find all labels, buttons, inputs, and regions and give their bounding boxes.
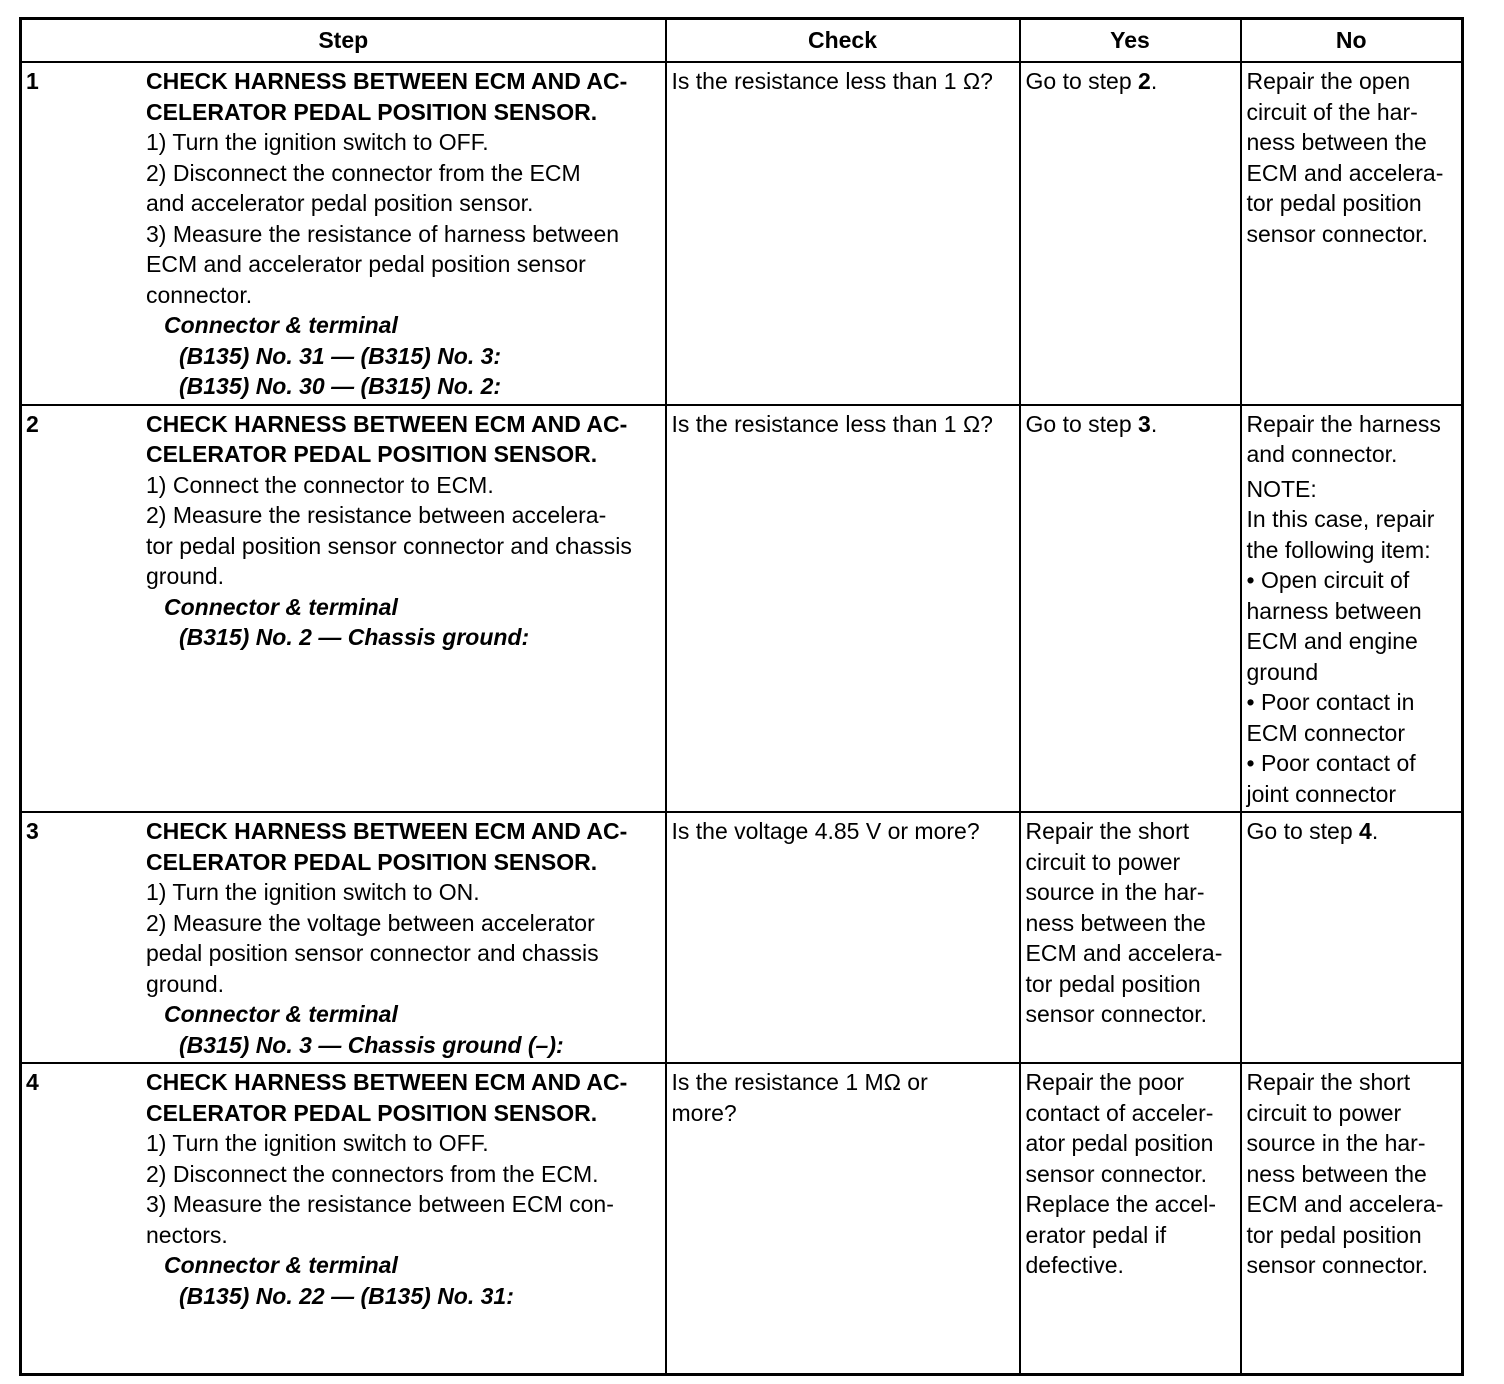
no-text: joint connector bbox=[1246, 780, 1397, 807]
connector-terminal-item: (B315) No. 2 — Chassis ground: bbox=[179, 624, 530, 650]
yes-text: circuit to power bbox=[1025, 848, 1181, 875]
check-text: more? bbox=[671, 1099, 737, 1126]
step-instruction: 2) Measure the voltage between accelerator bbox=[146, 909, 595, 936]
no-text: tor pedal position bbox=[1246, 190, 1422, 216]
yes-suffix: . bbox=[1150, 68, 1158, 94]
connector-terminal-label: Connector & terminal bbox=[164, 593, 398, 620]
step-instruction: ground. bbox=[146, 563, 225, 589]
check-text: Is the resistance less than 1 Ω? bbox=[671, 68, 993, 94]
connector-terminal-item: (B135) No. 30 — (B315) No. 2: bbox=[179, 373, 502, 399]
no-text: the following item: bbox=[1246, 536, 1431, 563]
yes-cell bbox=[1020, 812, 1241, 1063]
step-instruction: 1) Turn the ignition switch to ON. bbox=[146, 879, 480, 905]
no-bullet-item: • Open circuit of bbox=[1246, 567, 1410, 593]
connector-terminal-label: Connector & terminal bbox=[164, 1001, 398, 1027]
step-heading-line: CHECK HARNESS BETWEEN ECM AND AC- bbox=[146, 818, 628, 844]
yes-text: Repair the poor bbox=[1025, 1069, 1185, 1095]
header-step: Step bbox=[21, 19, 666, 63]
no-text: ground bbox=[1246, 658, 1319, 685]
step-cell bbox=[21, 812, 666, 1063]
yes-prefix: Go to step bbox=[1025, 68, 1139, 94]
no-bullet-item: • Poor contact in bbox=[1246, 689, 1415, 715]
step-number: 3 bbox=[26, 818, 39, 844]
yes-text: Replace the accel- bbox=[1025, 1191, 1216, 1217]
step-cell bbox=[21, 62, 666, 405]
no-cell bbox=[1241, 405, 1463, 813]
no-text: and connector. bbox=[1246, 441, 1398, 467]
yes-cell bbox=[1020, 1063, 1241, 1374]
check-text: Is the voltage 4.85 V or more? bbox=[671, 818, 980, 844]
yes-text: contact of acceler- bbox=[1025, 1099, 1214, 1126]
diagnostic-table bbox=[19, 17, 1464, 1376]
step-instruction: 1) Turn the ignition switch to OFF. bbox=[146, 129, 489, 155]
yes-cell bbox=[1020, 405, 1241, 813]
no-text: harness between bbox=[1246, 597, 1422, 624]
step-heading-line: CELERATOR PEDAL POSITION SENSOR. bbox=[146, 1099, 598, 1126]
yes-text: ness between the bbox=[1025, 909, 1206, 936]
no-text: Repair the short bbox=[1246, 1069, 1411, 1095]
no-text: Repair the harness bbox=[1246, 410, 1441, 437]
note-label: NOTE: bbox=[1246, 475, 1317, 502]
step-number: 2 bbox=[26, 410, 39, 437]
step-heading-line: CHECK HARNESS BETWEEN ECM AND AC- bbox=[146, 1069, 628, 1095]
step-instruction: 2) Disconnect the connector from the ECM bbox=[146, 159, 581, 186]
no-text: In this case, repair bbox=[1246, 506, 1435, 532]
step-cell bbox=[21, 405, 666, 813]
no-text bbox=[1247, 816, 1457, 847]
step-heading-line: CELERATOR PEDAL POSITION SENSOR. bbox=[146, 98, 598, 125]
check-cell bbox=[666, 62, 1020, 405]
no-text: source in the har- bbox=[1246, 1130, 1426, 1156]
no-text: ness between the bbox=[1246, 129, 1427, 155]
no-cell bbox=[1241, 812, 1463, 1063]
yes-text bbox=[1026, 409, 1235, 440]
step-instruction: ECM and accelerator pedal position sensor bbox=[146, 251, 586, 277]
step-instruction: 2) Measure the resistance between accelera- bbox=[146, 502, 607, 528]
no-text: circuit of the har- bbox=[1246, 98, 1418, 125]
step-instruction: 2) Disconnect the connectors from the ECM. bbox=[146, 1160, 599, 1187]
check-text: Is the resistance 1 MΩ or bbox=[671, 1069, 928, 1095]
no-suffix: . bbox=[1371, 818, 1379, 844]
step-instruction: 1) Connect the connector to ECM. bbox=[146, 471, 494, 498]
step-heading-line: CHECK HARNESS BETWEEN ECM AND AC- bbox=[146, 410, 628, 437]
step-instruction: 3) Measure the resistance of harness between bbox=[146, 220, 620, 247]
yes-step-ref: 2 bbox=[1138, 68, 1151, 94]
no-text: ness between the bbox=[1246, 1160, 1427, 1187]
yes-prefix: Go to step bbox=[1025, 410, 1139, 437]
step-instruction: 3) Measure the resistance between ECM con- bbox=[146, 1191, 614, 1217]
table-row bbox=[21, 405, 1463, 813]
header-no: No bbox=[1241, 19, 1463, 63]
check-cell bbox=[666, 812, 1020, 1063]
connector-terminal-label: Connector & terminal bbox=[164, 312, 398, 338]
header-yes: Yes bbox=[1020, 19, 1241, 63]
yes-text: erator pedal if bbox=[1025, 1221, 1167, 1248]
header-check: Check bbox=[666, 19, 1020, 63]
no-text: tor pedal position bbox=[1246, 1221, 1422, 1248]
header-row bbox=[21, 19, 1463, 63]
no-step-ref: 4 bbox=[1359, 818, 1372, 844]
step-heading-line: CHECK HARNESS BETWEEN ECM AND AC- bbox=[146, 68, 628, 94]
step-heading-line: CELERATOR PEDAL POSITION SENSOR. bbox=[146, 848, 598, 875]
check-cell bbox=[666, 405, 1020, 813]
step-instruction: ground. bbox=[146, 970, 225, 997]
table-row bbox=[21, 1063, 1463, 1374]
no-bullet-item: • Poor contact of bbox=[1246, 750, 1416, 776]
no-text: Repair the open bbox=[1246, 68, 1411, 94]
yes-text: sensor connector. bbox=[1025, 1160, 1208, 1187]
no-text: ECM connector bbox=[1246, 719, 1406, 746]
yes-cell bbox=[1020, 62, 1241, 405]
step-instruction: 1) Turn the ignition switch to OFF. bbox=[146, 1130, 489, 1156]
yes-text: ator pedal position bbox=[1025, 1130, 1214, 1156]
connector-terminal-item: (B135) No. 31 — (B315) No. 3: bbox=[179, 342, 502, 369]
step-instruction: and accelerator pedal position sensor. bbox=[146, 190, 534, 216]
step-instruction: connector. bbox=[146, 281, 253, 308]
table-row bbox=[21, 812, 1463, 1063]
yes-suffix: . bbox=[1150, 410, 1158, 437]
connector-terminal-label: Connector & terminal bbox=[164, 1252, 398, 1278]
no-cell bbox=[1241, 62, 1463, 405]
no-text: sensor connector. bbox=[1246, 1252, 1429, 1278]
step-instruction: nectors. bbox=[146, 1221, 228, 1248]
yes-text: sensor connector. bbox=[1025, 1001, 1208, 1027]
yes-text: Repair the short bbox=[1025, 818, 1190, 844]
step-instruction: pedal position sensor connector and chassis bbox=[146, 940, 599, 966]
yes-text: defective. bbox=[1025, 1252, 1124, 1278]
no-text: ECM and accelera- bbox=[1246, 1191, 1444, 1217]
no-text: sensor connector. bbox=[1246, 220, 1429, 247]
no-cell bbox=[1241, 1063, 1463, 1374]
step-cell bbox=[21, 1063, 666, 1374]
table-row bbox=[21, 62, 1463, 405]
yes-text: ECM and accelera- bbox=[1025, 940, 1223, 966]
connector-terminal-item: (B135) No. 22 — (B135) No. 31: bbox=[179, 1282, 514, 1309]
check-cell bbox=[666, 1063, 1020, 1374]
check-text: Is the resistance less than 1 Ω? bbox=[671, 410, 993, 437]
yes-text: tor pedal position bbox=[1025, 970, 1201, 997]
connector-terminal-item: (B315) No. 3 — Chassis ground (–): bbox=[179, 1031, 564, 1058]
step-instruction: tor pedal position sensor connector and chassis bbox=[146, 532, 632, 559]
no-text: circuit to power bbox=[1246, 1099, 1402, 1126]
step-number: 4 bbox=[26, 1069, 39, 1095]
yes-text bbox=[1026, 66, 1235, 97]
no-text: ECM and accelera- bbox=[1246, 159, 1444, 186]
yes-step-ref: 3 bbox=[1138, 410, 1151, 437]
no-prefix: Go to step bbox=[1246, 818, 1360, 844]
step-heading-line: CELERATOR PEDAL POSITION SENSOR. bbox=[146, 441, 598, 467]
step-number: 1 bbox=[26, 68, 39, 94]
yes-text: source in the har- bbox=[1025, 879, 1205, 905]
no-text: ECM and engine bbox=[1246, 628, 1418, 654]
